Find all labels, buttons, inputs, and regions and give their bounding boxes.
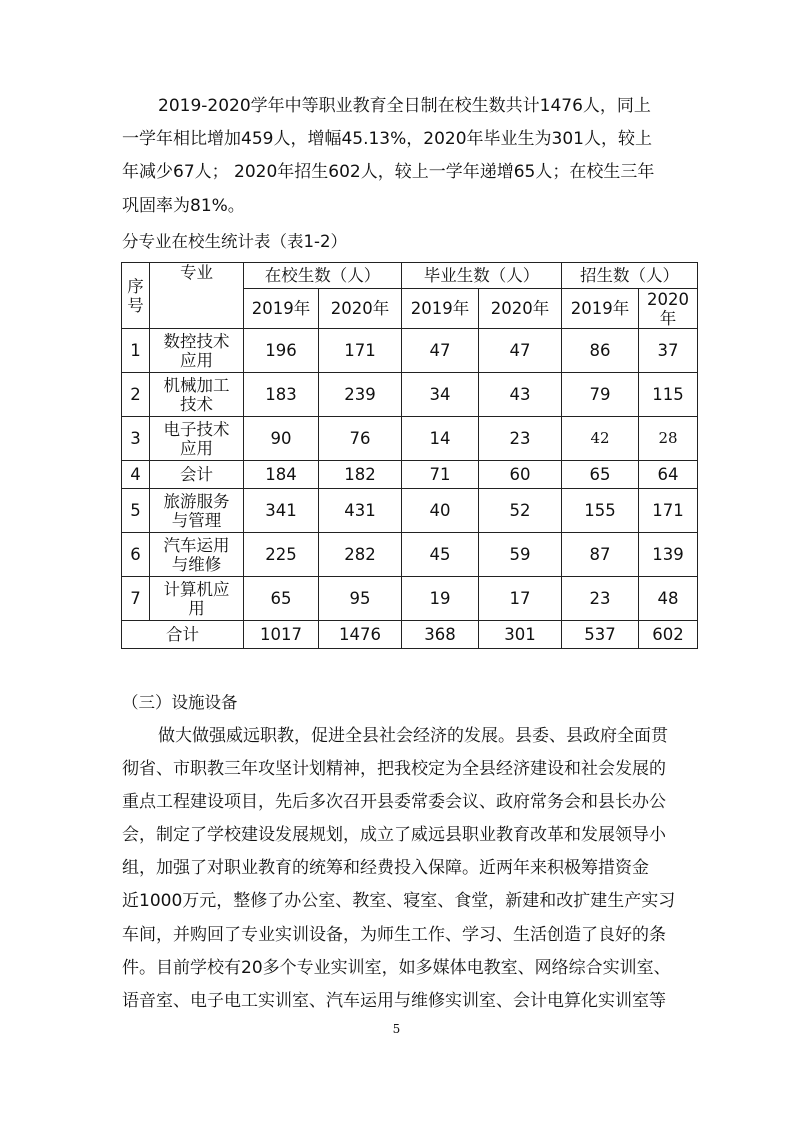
row-value: 184 (244, 461, 319, 489)
row-value: 14 (402, 417, 479, 461)
row-value: 95 (319, 577, 402, 621)
header-group-admissions: 招生数（人） (562, 263, 698, 289)
row-value: 47 (402, 329, 479, 373)
section-heading: （三）设施设备 (122, 693, 238, 712)
row-value: 155 (562, 489, 639, 533)
table-row (122, 489, 698, 533)
row-major: 汽车运用与维修 (150, 533, 244, 577)
section-line: 彻省、市职教三年攻坚计划精神，把我校定为全县经济建设和社会发展的 (122, 759, 666, 779)
row-major: 旅游服务与管理 (150, 489, 244, 533)
row-seq: 2 (122, 373, 150, 417)
table-row (122, 577, 698, 621)
row-seq: 6 (122, 533, 150, 577)
header-year: 2019年 (562, 289, 639, 329)
header-year: 2019年 (244, 289, 319, 329)
header-seq: 序号 (122, 263, 150, 329)
row-value: 86 (562, 329, 639, 373)
row-value: 282 (319, 533, 402, 577)
row-value: 65 (562, 461, 639, 489)
row-seq: 7 (122, 577, 150, 621)
row-value: 52 (479, 489, 562, 533)
row-major: 会计 (150, 461, 244, 489)
row-value: 79 (562, 373, 639, 417)
row-value: 40 (402, 489, 479, 533)
row-value: 28 (639, 417, 698, 461)
row-value: 64 (639, 461, 698, 489)
row-seq: 5 (122, 489, 150, 533)
row-value: 17 (479, 577, 562, 621)
table-row (122, 417, 698, 461)
row-value: 43 (479, 373, 562, 417)
header-year: 2019年 (402, 289, 479, 329)
total-value: 1017 (244, 621, 319, 649)
row-value: 182 (319, 461, 402, 489)
section-line: 组，加强了对职业教育的统筹和经费投入保障。近两年来积极筹措资金 (122, 858, 649, 878)
row-value: 171 (319, 329, 402, 373)
table-row (122, 373, 698, 417)
row-value: 341 (244, 489, 319, 533)
row-value: 183 (244, 373, 319, 417)
row-value: 47 (479, 329, 562, 373)
section-line: 车间，并购回了专业实训设备，为师生工作、学习、生活创造了良好的条 (122, 925, 666, 945)
section-line: 会，制定了学校建设发展规划，成立了威远县职业教育改革和发展领导小 (122, 825, 666, 845)
row-major: 机械加工技术 (150, 373, 244, 417)
row-value: 225 (244, 533, 319, 577)
section-line: 件。目前学校有20多个专业实训室，如多媒体电教室、网络综合实训室、 (122, 958, 671, 978)
row-value: 19 (402, 577, 479, 621)
section-line: 做大做强威远职教，促进全县社会经济的发展。县委、县政府全面贯 (158, 726, 668, 746)
intro-line: 年减少67人； 2020年招生602人，较上一学年递增65人；在校生三年 (122, 162, 655, 182)
section-line: 重点工程建设项目，先后多次召开县委常委会议、政府常务会和县长办公 (122, 792, 666, 812)
row-value: 171 (639, 489, 698, 533)
table-row (122, 533, 698, 577)
row-seq: 4 (122, 461, 150, 489)
row-major: 数控技术应用 (150, 329, 244, 373)
section-line: 近1000万元，整修了办公室、教室、寝室、食堂，新建和改扩建生产实习 (122, 891, 676, 911)
row-major: 电子技术应用 (150, 417, 244, 461)
header-year: 2020年 (319, 289, 402, 329)
table-row (122, 329, 698, 373)
table-row (122, 461, 698, 489)
row-value: 76 (319, 417, 402, 461)
header-year: 2020年 (479, 289, 562, 329)
header-group-graduates: 毕业生数（人） (402, 263, 562, 289)
row-value: 60 (479, 461, 562, 489)
row-value: 65 (244, 577, 319, 621)
row-seq: 1 (122, 329, 150, 373)
row-value: 115 (639, 373, 698, 417)
row-value: 196 (244, 329, 319, 373)
row-value: 37 (639, 329, 698, 373)
table-caption: 分专业在校生统计表（表1-2） (122, 232, 347, 251)
page-number: 5 (392, 1022, 401, 1036)
row-value: 34 (402, 373, 479, 417)
row-value: 139 (639, 533, 698, 577)
total-label: 合计 (122, 621, 244, 649)
row-value: 42 (562, 417, 639, 461)
total-value: 602 (639, 621, 698, 649)
intro-line: 一学年相比增加459人，增幅45.13%，2020年毕业生为301人，较上 (122, 129, 652, 149)
header-year: 2020年 (639, 289, 698, 329)
row-value: 87 (562, 533, 639, 577)
row-value: 45 (402, 533, 479, 577)
row-value: 239 (319, 373, 402, 417)
row-value: 23 (562, 577, 639, 621)
total-value: 1476 (319, 621, 402, 649)
section-line: 语音室、电子电工实训室、汽车运用与维修实训室、会计电算化实训室等 (122, 991, 666, 1011)
total-value: 301 (479, 621, 562, 649)
total-value: 368 (402, 621, 479, 649)
row-value: 71 (402, 461, 479, 489)
row-value: 431 (319, 489, 402, 533)
row-value: 90 (244, 417, 319, 461)
row-value: 48 (639, 577, 698, 621)
row-value: 23 (479, 417, 562, 461)
header-major: 专业 (150, 263, 244, 329)
intro-line: 2019-2020学年中等职业教育全日制在校生数共计1476人，同上 (158, 96, 651, 116)
total-value: 537 (562, 621, 639, 649)
enrollment-table (121, 262, 698, 649)
table-total-row (122, 621, 698, 649)
row-major: 计算机应用 (150, 577, 244, 621)
intro-line: 巩固率为81%。 (122, 196, 245, 216)
header-group-enrolled: 在校生数（人） (244, 263, 402, 289)
row-value: 59 (479, 533, 562, 577)
row-seq: 3 (122, 417, 150, 461)
